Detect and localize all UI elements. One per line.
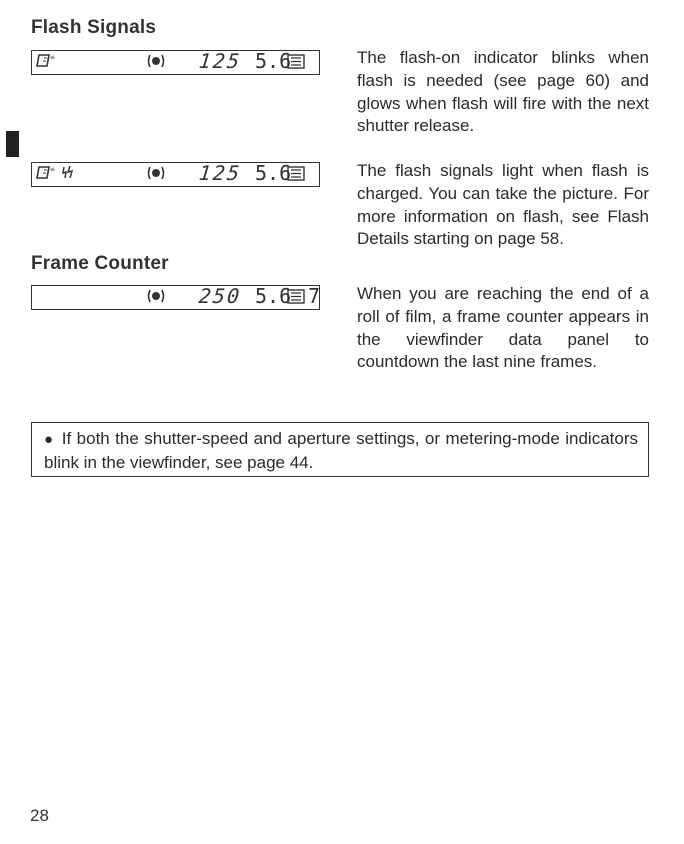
aperture-display: 5.6	[255, 161, 292, 185]
shutter-speed-display: 125	[197, 161, 243, 185]
shutter-speed-display: 125	[197, 49, 243, 73]
section-title-frame-counter: Frame Counter	[31, 253, 169, 274]
description-frame-counter: When you are reaching the end of a roll of film, a frame counter appears in the viewfinder data panel to countdown the last nine frames.	[357, 284, 649, 372]
exposure-mode-icon	[287, 166, 305, 181]
note-text: If both the shutter-speed and aperture settings, or metering-mode indicators blink in the viewfinder, see page 44.	[44, 429, 638, 472]
viewfinder-panel-flash-on	[31, 50, 320, 75]
exposure-mode-icon	[287, 289, 305, 304]
metering-mode-icon	[147, 53, 165, 69]
metering-mode-icon	[147, 165, 165, 181]
section-tab-marker	[6, 131, 19, 157]
viewfinder-panel-frame-counter	[31, 285, 320, 310]
shutter-speed-display: 250	[197, 284, 243, 308]
flash-bolt-icon	[61, 164, 77, 180]
frame-count-display: 7	[308, 284, 321, 308]
viewfinder-panel-flash-ready	[31, 162, 320, 187]
page-number: 28	[30, 806, 49, 825]
aperture-display: 5.6	[255, 284, 292, 308]
description-flash-on: The flash-on indicator blinks when flash is needed (see page 60) and glows when flash will fire with the next shutter release.	[357, 48, 649, 136]
section-title-flash-signals: Flash Signals	[31, 17, 157, 38]
svg-text:≡: ≡	[50, 166, 56, 173]
flash-ready-icon	[36, 52, 56, 72]
note-box	[31, 422, 649, 477]
metering-mode-icon	[147, 288, 165, 304]
aperture-display: 5.6	[255, 49, 292, 73]
svg-text:≡: ≡	[50, 54, 56, 61]
exposure-mode-icon	[287, 54, 305, 69]
description-flash-ready: The flash signals light when flash is charged. You can take the picture. For more information on flash, see Flash Details starting on page 58.	[357, 161, 649, 249]
bullet-icon: ●	[44, 431, 54, 448]
flash-ready-icon	[36, 164, 56, 184]
